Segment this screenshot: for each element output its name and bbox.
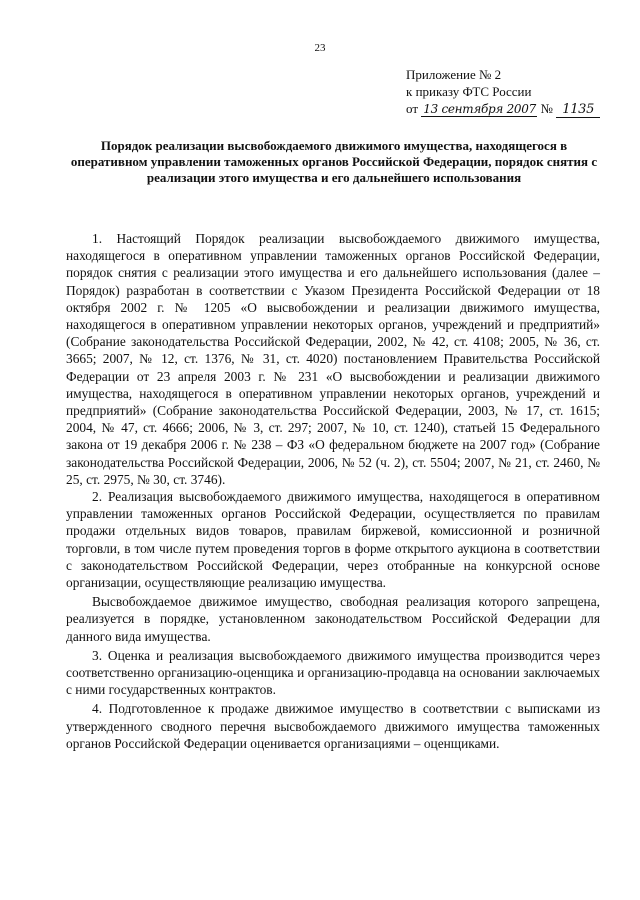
annex-order-reference: к приказу ФТС России [406, 84, 532, 99]
paragraph-4: 3. Оценка и реализация высвобождаемого движимого имущества производится через соответственно организацию-оценщика и организацию-продавца на основании заключаемых с ними государственных контрактов. [66, 647, 600, 698]
annex-number-label: № [540, 101, 553, 116]
annex-header [406, 66, 600, 118]
paragraph-1: 1. Настоящий Порядок реализации высвобождаемого движимого имущества, находящегося в оперативном управлении таможенных органов Российской Федерации, порядок снятия с реализации этого имущества и его дальнейшего использования (далее – Порядок) разработан в соответствии с Указом Президента Российской Федерации от 18 октября 2002 г. № 1205 «О высвобождении и реализации движимого имущества, находящегося в оперативном управлении некоторых органов, учреждений и предприятий» (Собрание законодательства Российской Федерации, 2002, № 42, ст. 4108; 2005, № 36, ст. 3665; 2007, № 12, ст. 1376, № 31, ст. 4020) постановлением Правительства Российской Федерации от 23 апреля 2003 г. № 231 «О высвобождении и реализации движимого имущества, находящегося в оперативном управлении некоторых органов, учреждений и предприятий» (Собрание законодательства Российской Федерации, 2003, № 17, ст. 1615; 2004, № 47, ст. 4666; 2006, № 3, ст. 297; 2007, № 10, ст. 1240), статьей 15 Федерального закона от 19 декабря 2006 г. № 238 – ФЗ «О федеральном бюджете на 2007 год» (Собрание законодательства Российской Федерации, 2006, № 52 (ч. 2), ст. 5504; 2007, № 21, ст. 2460, № 25, ст. 2975, № 30, ст. 3746). [66, 231, 600, 487]
handwritten-order-number: 1135 [556, 103, 600, 118]
annex-date-line [406, 100, 600, 118]
paragraph-3: Высвобождаемое движимое имущество, свободная реализация которого запрещена, реализуется в порядке, установленном законодательством Российской Федерации для данного вида имущества. [66, 594, 600, 644]
annex-title: Приложение № 2 [406, 67, 502, 82]
paragraph-2: 2. Реализация высвобождаемого движимого имущества, находящегося в оперативном управлении таможенных органов Российской Федерации, осуществляется по правилам продажи отдельных видов товаров, правилам биржевой, комиссионной и розничной торговли, в том числе путем проведения торгов в форме открытого аукциона в соответствии с законодательством Российской Федерации, через отобранные на конкурсной основе организации, осуществляющие реализацию имущества. [66, 489, 600, 591]
handwritten-date: 13 сентября 2007 [423, 102, 536, 116]
annex-from-label: от [406, 101, 419, 116]
document-body [66, 230, 600, 752]
page-number: 23 [314, 42, 326, 54]
paragraph-5: 4. Подготовленное к продаже движимое имущество в соответствии с выписками из утвержденного сводного перечня высвобождаемого движимого имущества таможенных органов Российской Федерации оценивается организациями – оценщиками. [66, 701, 600, 751]
document-title: Порядок реализации высвобождаемого движимого имущества, находящегося в оперативном управлении таможенных органов Российской Федерации, порядок снятия с реализации этого имущества и его дальнейшего использования [70, 138, 598, 185]
